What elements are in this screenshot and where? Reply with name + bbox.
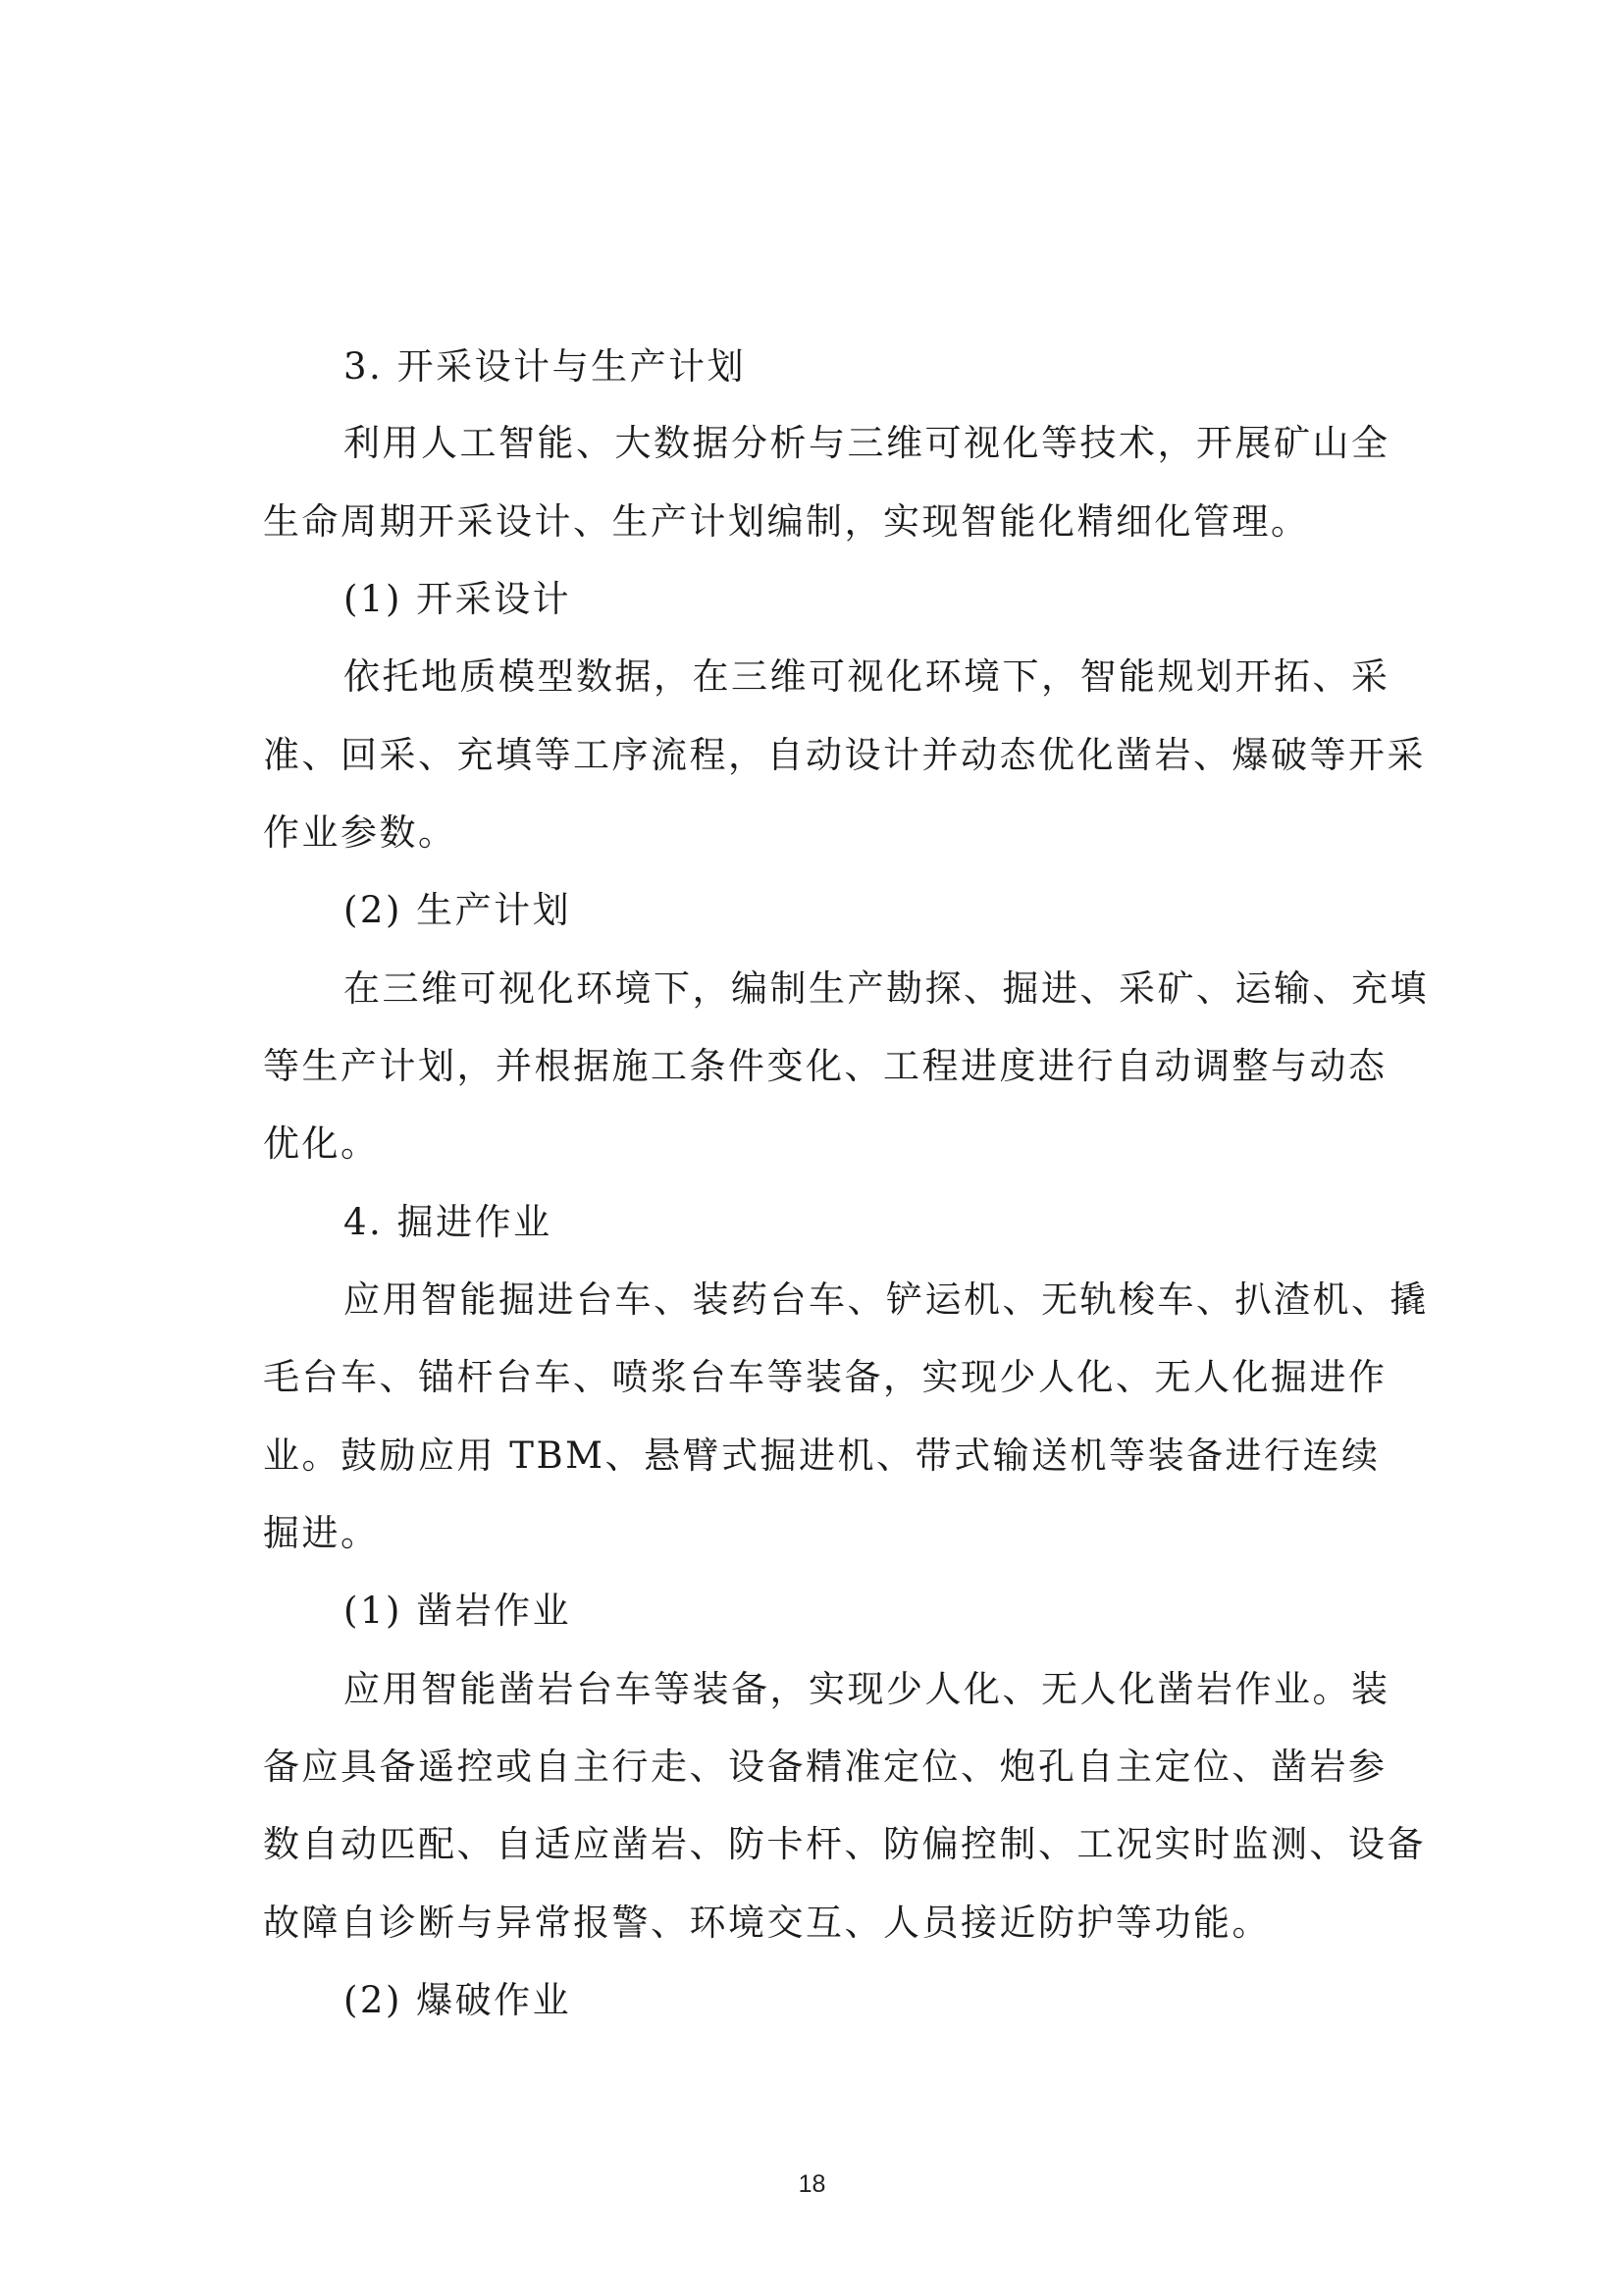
paragraph-line: 等生产计划，并根据施工条件变化、工程进度进行自动调整与动态 (263, 1045, 1388, 1087)
subsection-heading: (2) 爆破作业 (343, 1979, 572, 2021)
paragraph-line: 故障自诊断与异常报警、环境交互、人员接近防护等功能。 (263, 1902, 1271, 1944)
paragraph-line: 准、回采、充填等工序流程，自动设计并动态优化凿岩、爆破等开采 (263, 734, 1426, 776)
paragraph-line: 在三维可视化环境下，编制生产勘探、掘进、采矿、运输、充填 (343, 967, 1429, 1010)
paragraph-line: 优化。 (263, 1122, 380, 1165)
paragraph-line: 利用人工智能、大数据分析与三维可视化等技术，开展矿山全 (343, 422, 1390, 464)
subsection-heading: (1) 开采设计 (343, 578, 572, 620)
paragraph-line: 毛台车、锚杆台车、喷浆台车等装备，实现少人化、无人化掘进作 (263, 1356, 1388, 1398)
paragraph-line: 应用智能凿岩台车等装备，实现少人化、无人化凿岩作业。装 (343, 1668, 1390, 1710)
section-heading: 3. 开采设计与生产计划 (343, 345, 747, 388)
subsection-heading: (1) 凿岩作业 (343, 1590, 572, 1632)
paragraph-line: 备应具备遥控或自主行走、设备精准定位、炮孔自主定位、凿岩参 (263, 1746, 1388, 1788)
paragraph-line: 数自动匹配、自适应凿岩、防卡杆、防偏控制、工况实时监测、设备 (263, 1823, 1426, 1865)
page-number: 18 (798, 2170, 826, 2198)
section-heading: 4. 掘进作业 (343, 1201, 552, 1243)
paragraph-line: 生命周期开采设计、生产计划编制，实现智能化精细化管理。 (263, 500, 1310, 543)
paragraph-line: 掘进。 (263, 1512, 380, 1554)
paragraph-line: 作业参数。 (263, 811, 457, 854)
subsection-heading: (2) 生产计划 (343, 889, 572, 931)
paragraph-line: 业。鼓励应用 TBM、悬臂式掘进机、带式输送机等装备进行连续 (263, 1434, 1381, 1477)
paragraph-line: 应用智能掘进台车、装药台车、铲运机、无轨梭车、扒渣机、撬 (343, 1278, 1429, 1321)
paragraph-line: 依托地质模型数据，在三维可视化环境下，智能规划开拓、采 (343, 655, 1390, 698)
